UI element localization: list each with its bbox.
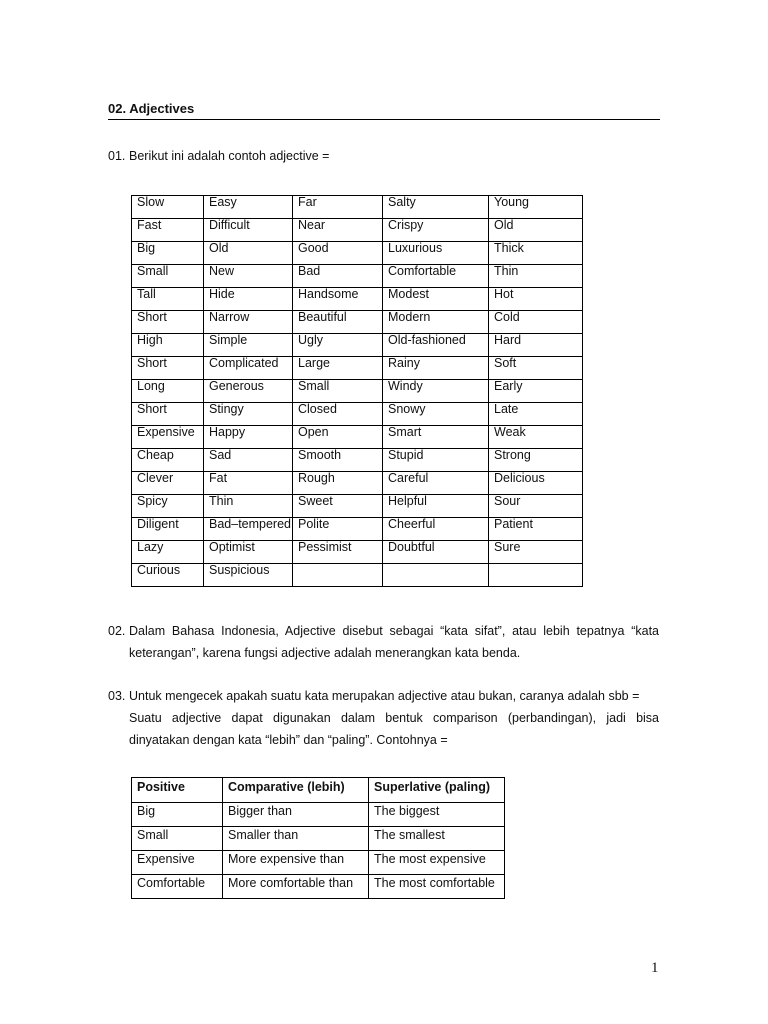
table-cell: Short bbox=[132, 403, 204, 426]
table-cell: Clever bbox=[132, 472, 204, 495]
table-cell: Expensive bbox=[132, 851, 223, 875]
table-row bbox=[132, 472, 583, 495]
table-cell: Rainy bbox=[383, 357, 489, 380]
table-cell: Fast bbox=[132, 219, 204, 242]
table-cell: Happy bbox=[204, 426, 293, 449]
table-cell: Stingy bbox=[204, 403, 293, 426]
section-heading: 02. Adjectives bbox=[108, 101, 660, 120]
table-cell: Sure bbox=[489, 541, 583, 564]
table-cell: Suspicious bbox=[204, 564, 293, 587]
paragraph-text: Berikut ini adalah contoh adjective = bbox=[129, 149, 330, 163]
table-cell: Complicated bbox=[204, 357, 293, 380]
table-row bbox=[132, 426, 583, 449]
table-cell: Diligent bbox=[132, 518, 204, 541]
table-cell bbox=[383, 564, 489, 587]
table-row bbox=[132, 334, 583, 357]
table-cell: The most expensive bbox=[369, 851, 505, 875]
table-row bbox=[132, 851, 505, 875]
table-cell: Modest bbox=[383, 288, 489, 311]
table-cell: Fat bbox=[204, 472, 293, 495]
table-cell: Windy bbox=[383, 380, 489, 403]
table-cell: Strong bbox=[489, 449, 583, 472]
table-cell: Helpful bbox=[383, 495, 489, 518]
table-cell: Cheerful bbox=[383, 518, 489, 541]
table-cell: Soft bbox=[489, 357, 583, 380]
paragraph-text-line2: Suatu adjective dapat digunakan dalam bentuk comparison (perbandingan), jadi bisa dinyatakan dengan kata “lebih” dan “paling”. Contohnya = bbox=[129, 711, 659, 747]
table-cell: Modern bbox=[383, 311, 489, 334]
table-cell: Big bbox=[132, 803, 223, 827]
paragraph-text-line1: Untuk mengecek apakah suatu kata merupakan adjective atau bukan, caranya adalah sbb = bbox=[129, 689, 640, 703]
table-cell: Delicious bbox=[489, 472, 583, 495]
table-cell: Near bbox=[293, 219, 383, 242]
table-cell: Sweet bbox=[293, 495, 383, 518]
table-cell: Old bbox=[204, 242, 293, 265]
comparison-table-body bbox=[132, 803, 505, 899]
table-cell: Smart bbox=[383, 426, 489, 449]
table-row bbox=[132, 827, 505, 851]
table-row bbox=[132, 357, 583, 380]
table-row bbox=[132, 403, 583, 426]
table-cell: Comfortable bbox=[132, 875, 223, 899]
table-cell: Expensive bbox=[132, 426, 204, 449]
table-row bbox=[132, 288, 583, 311]
table-cell: Smooth bbox=[293, 449, 383, 472]
paragraph-number: 01. bbox=[108, 149, 126, 163]
table-cell: Ugly bbox=[293, 334, 383, 357]
table-cell: Small bbox=[132, 265, 204, 288]
table-cell: Old-fashioned bbox=[383, 334, 489, 357]
table-cell: Rough bbox=[293, 472, 383, 495]
table-row bbox=[132, 564, 583, 587]
table-row bbox=[132, 518, 583, 541]
table-cell: Old bbox=[489, 219, 583, 242]
table-cell: Snowy bbox=[383, 403, 489, 426]
table-cell: Thin bbox=[204, 495, 293, 518]
table-cell bbox=[293, 564, 383, 587]
table-cell: Small bbox=[293, 380, 383, 403]
table-cell: Good bbox=[293, 242, 383, 265]
table-cell bbox=[489, 564, 583, 587]
table-cell: Generous bbox=[204, 380, 293, 403]
table-cell: Handsome bbox=[293, 288, 383, 311]
table-cell: Crispy bbox=[383, 219, 489, 242]
table-cell: Slow bbox=[132, 196, 204, 219]
header-superlative: Superlative (paling) bbox=[369, 778, 505, 803]
table-cell: More comfortable than bbox=[223, 875, 369, 899]
table-cell: Curious bbox=[132, 564, 204, 587]
table-cell: Sour bbox=[489, 495, 583, 518]
table-cell: Easy bbox=[204, 196, 293, 219]
paragraph-text: Dalam Bahasa Indonesia, Adjective disebut sebagai “kata sifat”, atau lebih tepatnya “kata keterangan”, karena fungsi adjective adalah menerangkan kata benda. bbox=[129, 624, 659, 660]
table-cell: More expensive than bbox=[223, 851, 369, 875]
table-cell: Far bbox=[293, 196, 383, 219]
table-cell: Pessimist bbox=[293, 541, 383, 564]
table-cell: Patient bbox=[489, 518, 583, 541]
table-cell: Polite bbox=[293, 518, 383, 541]
table-cell: Bad bbox=[293, 265, 383, 288]
table-cell: Big bbox=[132, 242, 204, 265]
adjectives-table-body bbox=[132, 196, 583, 587]
table-cell: Optimist bbox=[204, 541, 293, 564]
table-cell: Salty bbox=[383, 196, 489, 219]
table-row bbox=[132, 311, 583, 334]
table-cell: Smaller than bbox=[223, 827, 369, 851]
table-row bbox=[132, 875, 505, 899]
table-row bbox=[132, 541, 583, 564]
table-cell: Early bbox=[489, 380, 583, 403]
table-cell: Lazy bbox=[132, 541, 204, 564]
table-cell: Long bbox=[132, 380, 204, 403]
table-cell: Cheap bbox=[132, 449, 204, 472]
table-row bbox=[132, 380, 583, 403]
table-cell: Spicy bbox=[132, 495, 204, 518]
table-cell: Late bbox=[489, 403, 583, 426]
comparison-table bbox=[131, 777, 505, 899]
table-cell: Simple bbox=[204, 334, 293, 357]
table-cell: Luxurious bbox=[383, 242, 489, 265]
table-cell: Thin bbox=[489, 265, 583, 288]
table-cell: Tall bbox=[132, 288, 204, 311]
table-row bbox=[132, 219, 583, 242]
table-cell: Thick bbox=[489, 242, 583, 265]
paragraph-02 bbox=[108, 620, 659, 664]
table-row bbox=[132, 265, 583, 288]
table-cell: High bbox=[132, 334, 204, 357]
table-row bbox=[132, 196, 583, 219]
table-cell: Young bbox=[489, 196, 583, 219]
table-cell: Stupid bbox=[383, 449, 489, 472]
table-cell: Beautiful bbox=[293, 311, 383, 334]
paragraph-number: 02. bbox=[108, 624, 126, 638]
table-cell: Hot bbox=[489, 288, 583, 311]
table-cell: Bad–tempered bbox=[204, 518, 293, 541]
table-cell: Narrow bbox=[204, 311, 293, 334]
table-cell: Careful bbox=[383, 472, 489, 495]
table-row bbox=[132, 242, 583, 265]
table-cell: The biggest bbox=[369, 803, 505, 827]
table-cell: Hard bbox=[489, 334, 583, 357]
table-cell: Small bbox=[132, 827, 223, 851]
header-positive: Positive bbox=[132, 778, 223, 803]
table-cell: Short bbox=[132, 357, 204, 380]
table-cell: Bigger than bbox=[223, 803, 369, 827]
table-cell: The most comfortable bbox=[369, 875, 505, 899]
table-cell: New bbox=[204, 265, 293, 288]
paragraph-number: 03. bbox=[108, 689, 126, 703]
paragraph-03 bbox=[108, 685, 659, 751]
table-row bbox=[132, 495, 583, 518]
table-cell: Short bbox=[132, 311, 204, 334]
table-row bbox=[132, 449, 583, 472]
page-number: 1 bbox=[651, 960, 659, 976]
header-comparative: Comparative (lebih) bbox=[223, 778, 369, 803]
table-cell: Large bbox=[293, 357, 383, 380]
table-cell: Open bbox=[293, 426, 383, 449]
table-cell: Hide bbox=[204, 288, 293, 311]
table-cell: Comfortable bbox=[383, 265, 489, 288]
paragraph-01 bbox=[108, 145, 659, 167]
table-cell: Sad bbox=[204, 449, 293, 472]
table-row bbox=[132, 803, 505, 827]
table-cell: The smallest bbox=[369, 827, 505, 851]
table-cell: Closed bbox=[293, 403, 383, 426]
table-cell: Difficult bbox=[204, 219, 293, 242]
adjectives-table bbox=[131, 195, 583, 587]
table-cell: Doubtful bbox=[383, 541, 489, 564]
table-cell: Cold bbox=[489, 311, 583, 334]
comparison-header-row bbox=[132, 778, 505, 803]
table-cell: Weak bbox=[489, 426, 583, 449]
